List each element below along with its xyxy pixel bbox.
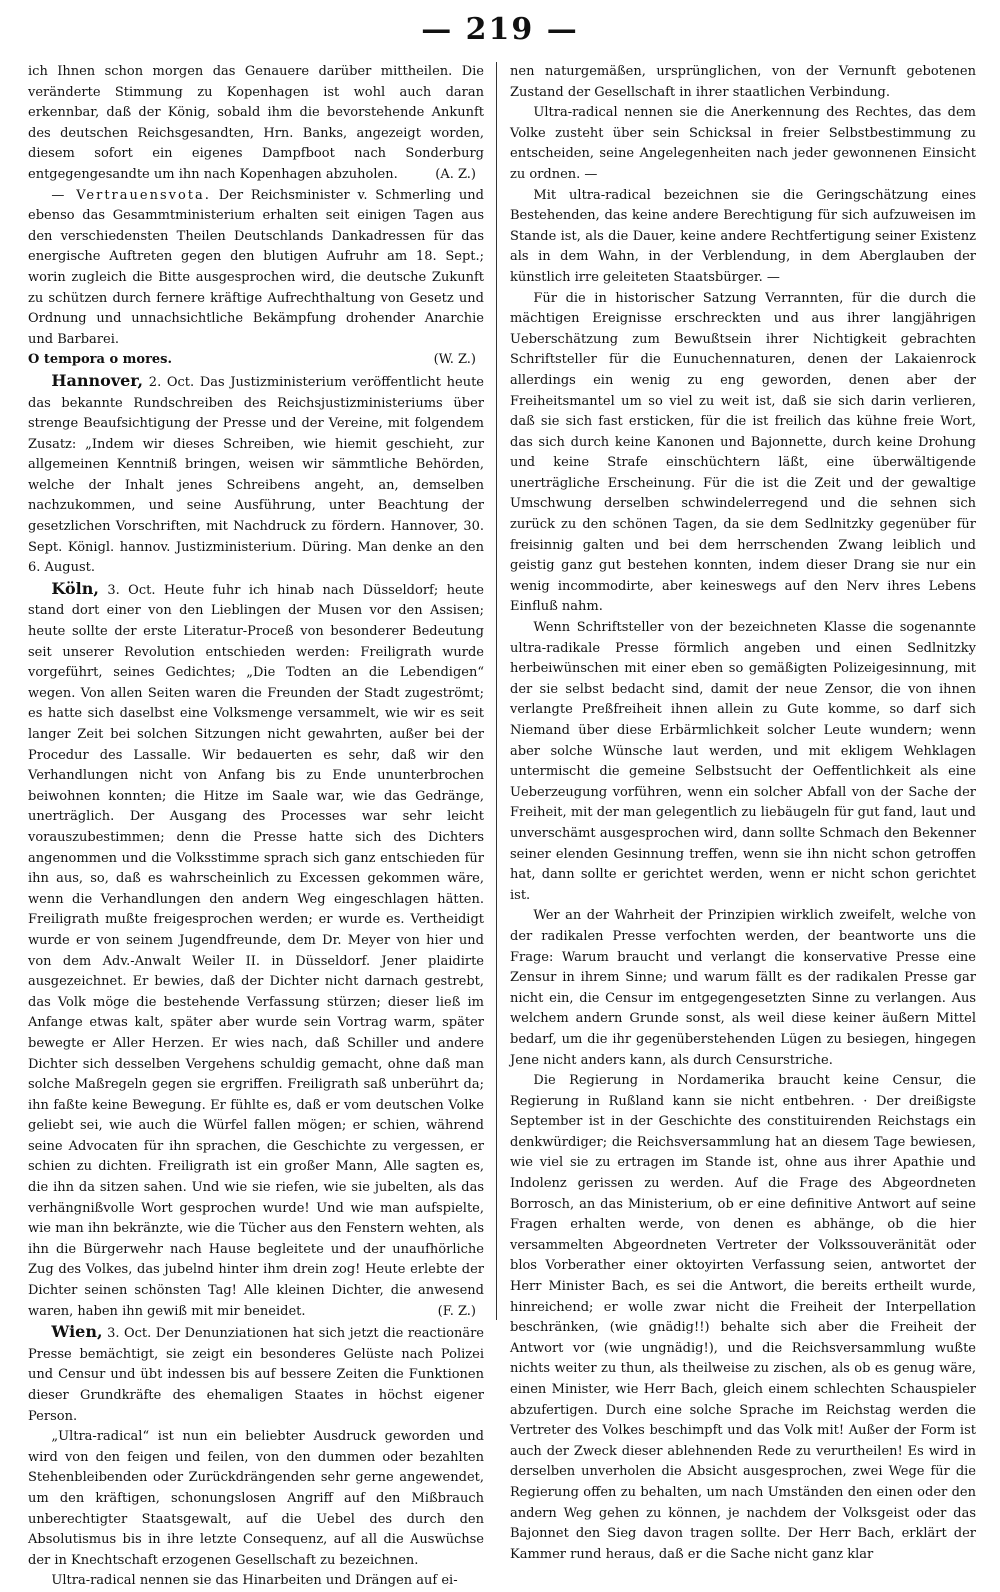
dateline-place: Wien,: [51, 1322, 103, 1342]
page-number: — 219 —: [421, 12, 579, 47]
article-paragraph: Wer an der Wahrheit der Prinzipien wirklich zweifelt, welche von der radikalen Presse verfochten werden, der beantworte uns die Frage: Warum braucht und verlangt die konservative Presse eine Zensur in ihrem Sinne; und warum fällt es der radikalen Presse gar nicht ein, die Censur im entgegengesetzten Sinne zu verlangen. Aus welchem andern Grunde sonst, als weil diese keiner äußern Mittel bedarf, um die ihr gegenüberstehenden Lügen zu besiegen, hingegen Jene nicht anders kann, als durch Censurstriche.: [510, 908, 976, 1068]
article-vertrauensvota: — Vertrauensvota. Der Reichsminister v. Schmerling und ebenso das Gesammtministerium erhalten seit einigen Tagen aus den verschiedensten Theilen Deutschlands Dankadressen für das energische Auftreten gegen den blutigen Aufruhr am 18. Sept.; worin zugleich die Bitte ausgesprochen wird, die deutsche Zukunft zu schützen durch fernere kräftige Aufrechthaltung von Gesetz und Ordnung und unnachsichtliche Bekämpfung drohender Anarchie und Barbarei.: [28, 187, 484, 347]
dateline-place: Hannover,: [51, 370, 144, 390]
source-signature: (F. Z.): [437, 1303, 476, 1319]
source-signature: (A. Z.): [435, 166, 476, 182]
dateline-place: Köln,: [51, 578, 99, 598]
article-paragraph: nen naturgemäßen, ursprünglichen, von der Vernunft gebotenen Zustand der Gesellschaft in ihrer staatlichen Verbindung.: [510, 64, 976, 100]
article-paragraph: Die Regierung in Nordamerika braucht keine Censur, die Regierung in Rußland kann sie nicht entbehren. · Der dreißigste September ist in der Geschichte des constituirenden Reichstags ein denkwürdiger; die Reichsversammlung hat an diesem Tage bewiesen, wie viel sie zu ertragen im Stande ist, ohne aus ihrer Apathie und Indolenz gerissen zu werden. Auf die Frage des Abgeordneten Borrosch, an das Ministerium, ob er eine definitive Antwort auf seine Fragen erhalten werde, von denen es abhänge, ob die hier versammelten Abgeordneten Vertreter der Volkssouveränität oder blos Vorberather einer oktoyirten Verfassung seien, antwortet der Herr Minister Bach, es sei die Antwort, die bereits ertheilt wurde, hinreichend; er wolle zwar nicht die Freiheit der Interpellation beschränken, (wie gnädig!!) behalte sich aber die Freiheit der Antwort vor (wie ungnädig!), und die Reichsversammlung wußte nichts weiter zu thun, als theilweise zu zischen, als ob es genug wäre, einen Minister, wie Herr Bach, gleich einem schlechten Schauspieler abzufertigen. Durch eine solche Sprache im Reichstag werden die Vertreter des Volkes beschimpft und das Volk mit! Außer der Form ist auch der Zweck dieser ablehnenden Rede zu verurtheilen! Es wird in derselben unverholen die Absicht ausgesprochen, zwei Wege für die Regierung offen zu behalten, um nach Umständen den einen oder den andern Weg gehen zu können, je nachdem der Volksgeist oder das Bajonnet den Sieg davon tragen sollte. Der Herr Bach, erklärt der Kammer rund heraus, daß er die Sache nicht ganz klar: [510, 1073, 976, 1562]
column-divider: [496, 62, 497, 1320]
article-paragraph: Mit ultra-radical bezeichnen sie die Geringschätzung eines Bestehenden, das keine andere Berechtigung für sich aufzuweisen im Stande ist, als die Dauer, keine andere Rechtfertigung seiner Existenz als in dem Wahn, in der Verblendung, in dem Aberglauben der künstlich irre geleiteten Staatsbürger. —: [510, 187, 976, 285]
latin-line: O tempora o mores. (W. Z.): [28, 350, 484, 371]
article-wien: Wien, 3. Oct. Der Denunziationen hat sich jetzt die reactionäre Presse bemächtigt, sie zeigt ein besonderes Gelüste nach Polizei und Censur und übt indessen bis auf bessere Zeiten die Funktionen dieser Grundkräfte des ehemaligen Staates in höchst eigener Person.: [28, 1322, 484, 1424]
article-paragraph: Wenn Schriftsteller von der bezeichneten Klasse die sogenannte ultra-radikale Presse förmlich angeben und einen Sedlnitzky herbeiwünschen mit einer eben so gemäßigten Polizeigesinnung, mit der sie selbst bedacht sind, damit der neue Zensor, die von ihnen verlangte Preßfreiheit ihnen allein zu Gute komme, so darf sich Niemand über diese Erbärmlichkeit solcher Leute wundern; wenn aber solche Wünsche laut werden, und mit ekligem Wehklagen untermischt die gemeine Selbstsucht der Oeffentlichkeit als eine Ueberzeugung vorführen, wenn ein solcher Abfall von der Sache der Freiheit, mit der man gelegentlich zu liebäugeln für gut fand, laut und unverschämt ausgesprochen wird, dann sollte Schmach den Bekenner seiner elenden Gesinnung treffen, wenn sie ihn nicht schon getroffen hat, dann sollte er gerichtet werden, wenn er nicht schon gerichtet ist.: [510, 620, 976, 903]
article-hannover: Hannover, 2. Oct. Das Justizministerium veröffentlicht heute das bekannte Rundschreiben des Reichsjustizministeriums über strenge Beaufsichtigung der Presse und der Vereine, mit folgendem Zusatz: „Indem wir dieses Schreiben, wie hiemit geschieht, zur allgemeinen Kenntniß bringen, weisen wir sämmtliche Behörden, welche der Inhalt jenes Schreibens angeht, an, demselben nachzukommen, und seine Ausführung, unter Beachtung der gesetzlichen Vorschriften, mit Nachdruck zu fördern. Hannover, 30. Sept. Königl. hannov. Justizministerium. Düring. Man denke an den 6. August.: [28, 370, 484, 576]
article-paragraph: Ultra-radical nennen sie die Anerkennung des Rechtes, das dem Volke zusteht über sein Schicksal in freier Selbstbestimmung zu entscheiden, seine Angelegenheiten nach jeder gewonnenen Einsicht zu ordnen. —: [510, 105, 976, 182]
article-paragraph: Für die in historischer Satzung Verrannten, für die durch die mächtigen Ereignisse erschreckten und aus ihrer langjährigen Ueberschätzung zum Bewußtsein ihrer Nichtigkeit gebrachten Schriftsteller für die Eunuchennaturen, denen der Lakaienrock allerdings ein wenig zu eng geworden, denen aber der Freiheitsmantel um so viel zu weit ist, daß sie sich darin verlieren, daß sie sich fast ersticken, für die ist freilich das kühne freie Wort, das sich durch keine Kanonen und Bajonnette, durch keine Drohung und keine Strafe einschüchtern läßt, eine überwältigende unerträgliche Erscheinung. Für die ist die Zeit und der gewaltige Umschwung derselben schwindelerregend und die sehnen sich zurück zu den schönen Tagen, da sie dem Sedlnitzky gegenüber für freisinnig galten und bei dem herrschenden Zwang leiblich und geistig ganz gut bestehen konnten, indem dieser Drang sie nur ein wenig incommodirte, aber keineswegs auf den Nerv ihres Lebens Einfluß nahm.: [510, 290, 976, 615]
article-paragraph: ich Ihnen schon morgen das Genauere darüber mittheilen. Die veränderte Stimmung zu Kopenhagen ist wohl auch daran erkennbar, daß der König, sobald ihm die bevorstehende Ankunft des deutschen Reichsgesandten, Hrn. Banks, angezeigt worden, diesem sofort ein eigenes Dampfboot nach Sonderburg entgegengesandte um ihn nach Kopenhagen abzuholen. (A. Z.): [28, 62, 484, 186]
source-signature: (W. Z.): [433, 352, 476, 368]
article-paragraph: „Ultra-radical“ ist nun ein beliebter Ausdruck geworden und wird von den feigen und feilen, von den dummen oder bezahlten Stehenbleibenden oder Zurückdrängenden sehr gerne angewendet, um den kräftigen, schonungslosen Angriff auf den Mißbrauch unberechtigter Staatsgewalt, auf die Uebel des durch den Absolutismus bis in ihre letzte Consequenz, auf all die Auswüchse der in Knechtschaft erzogenen Gesellschaft zu bezeichnen.: [28, 1429, 484, 1568]
article-heading: — Vertrauensvota.: [51, 187, 211, 203]
article-koeln: Köln, 3. Oct. Heute fuhr ich hinab nach Düsseldorf; heute stand dort einer von den Lieblingen der Musen vor den Assisen; heute sollte der erste Literatur-Proceß von besonderer Bedeutung seit unserer Revolution entschieden werden: Freiligrath wurde vorgeführt, seines Gedichtes; „Die Todten an die Lebendigen“ wegen. Von allen Seiten waren die Freunden der Stadt zugeströmt; es hatte sich daselbst eine Volksmenge versammelt, wie wir es seit langer Zeit bei solchen Sitzungen nicht gewahrten, außer bei der Procedur des Lassalle. Wir bedauerten es sehr, daß wir den Verhandlungen nicht von Anfang bis zu Ende ununterbrochen beiwohnen konnten; die Hitze im Saale war, wie das Gedränge, unerträglich. Der Ausgang des Processes war sehr leicht vorauszubestimmen; denn die Presse hatte sich des Dichters angenommen und die Volksstimme sprach sich ganz entschieden für ihn aus, so, daß es wahrscheinlich zu Excessen gekommen wäre, wenn die Verhandlungen den andern Weg eingeschlagen hätten. Freiligrath mußte freigesprochen werden; er wurde es. Vertheidigt wurde er von seinem Jugendfreunde, dem Dr. Meyer von hier und von dem Adv.-Anwalt Weiler II. in Düsseldorf. Jener plaidirte ausgezeichnet. Er bewies, daß der Dichter nicht darnach gestrebt, das Volk möge die bestehende Verfassung stürzen; dieser ließ im Anfange etwas kalt, später aber wurde sein Vortrag warm, später bewegte er Aller Herzen. Er wies nach, daß Schiller und andere Dichter sich desselben Vergehens schuldig gemacht, ohne daß man solche Maßregeln gegen sie ergriffen. Freiligrath saß unberührt da; ihn faßte keine Bewegung. Er fühlte es, daß er vom deutschen Volke geliebt sei, wie auch die Würfel fallen mögen; er schien, während seine Advocaten für ihn sprachen, die Geschichte zu vergessen, er schien zu dichten. Freiligrath ist ein großer Mann, Alle sagten es, die ihn da sitzen sahen. Und wie sie riefen, wie sie jubelten, als das verhängnißvolle Wort gesprochen wurde! Und wie man aufspielte, wie man ihn bekränzte, wie die Tücher aus den Fenstern wehten, als ihn die Bürgerwehr nach Hause begleitete und der unaufhörliche Zug des Volkes, das jubelnd hinter ihm drein zog! Heute erlebte der Dichter seinen schönsten Tag! Alle kleinen Dichter, die anwesend waren, haben ihn gewiß mit mir beneidet. (F. Z.): [28, 579, 484, 1322]
right-column: [510, 62, 976, 1565]
article-paragraph: Ultra-radical nennen sie das Hinarbeiten und Drängen auf ei-: [51, 1573, 458, 1589]
left-column: [28, 62, 484, 1592]
